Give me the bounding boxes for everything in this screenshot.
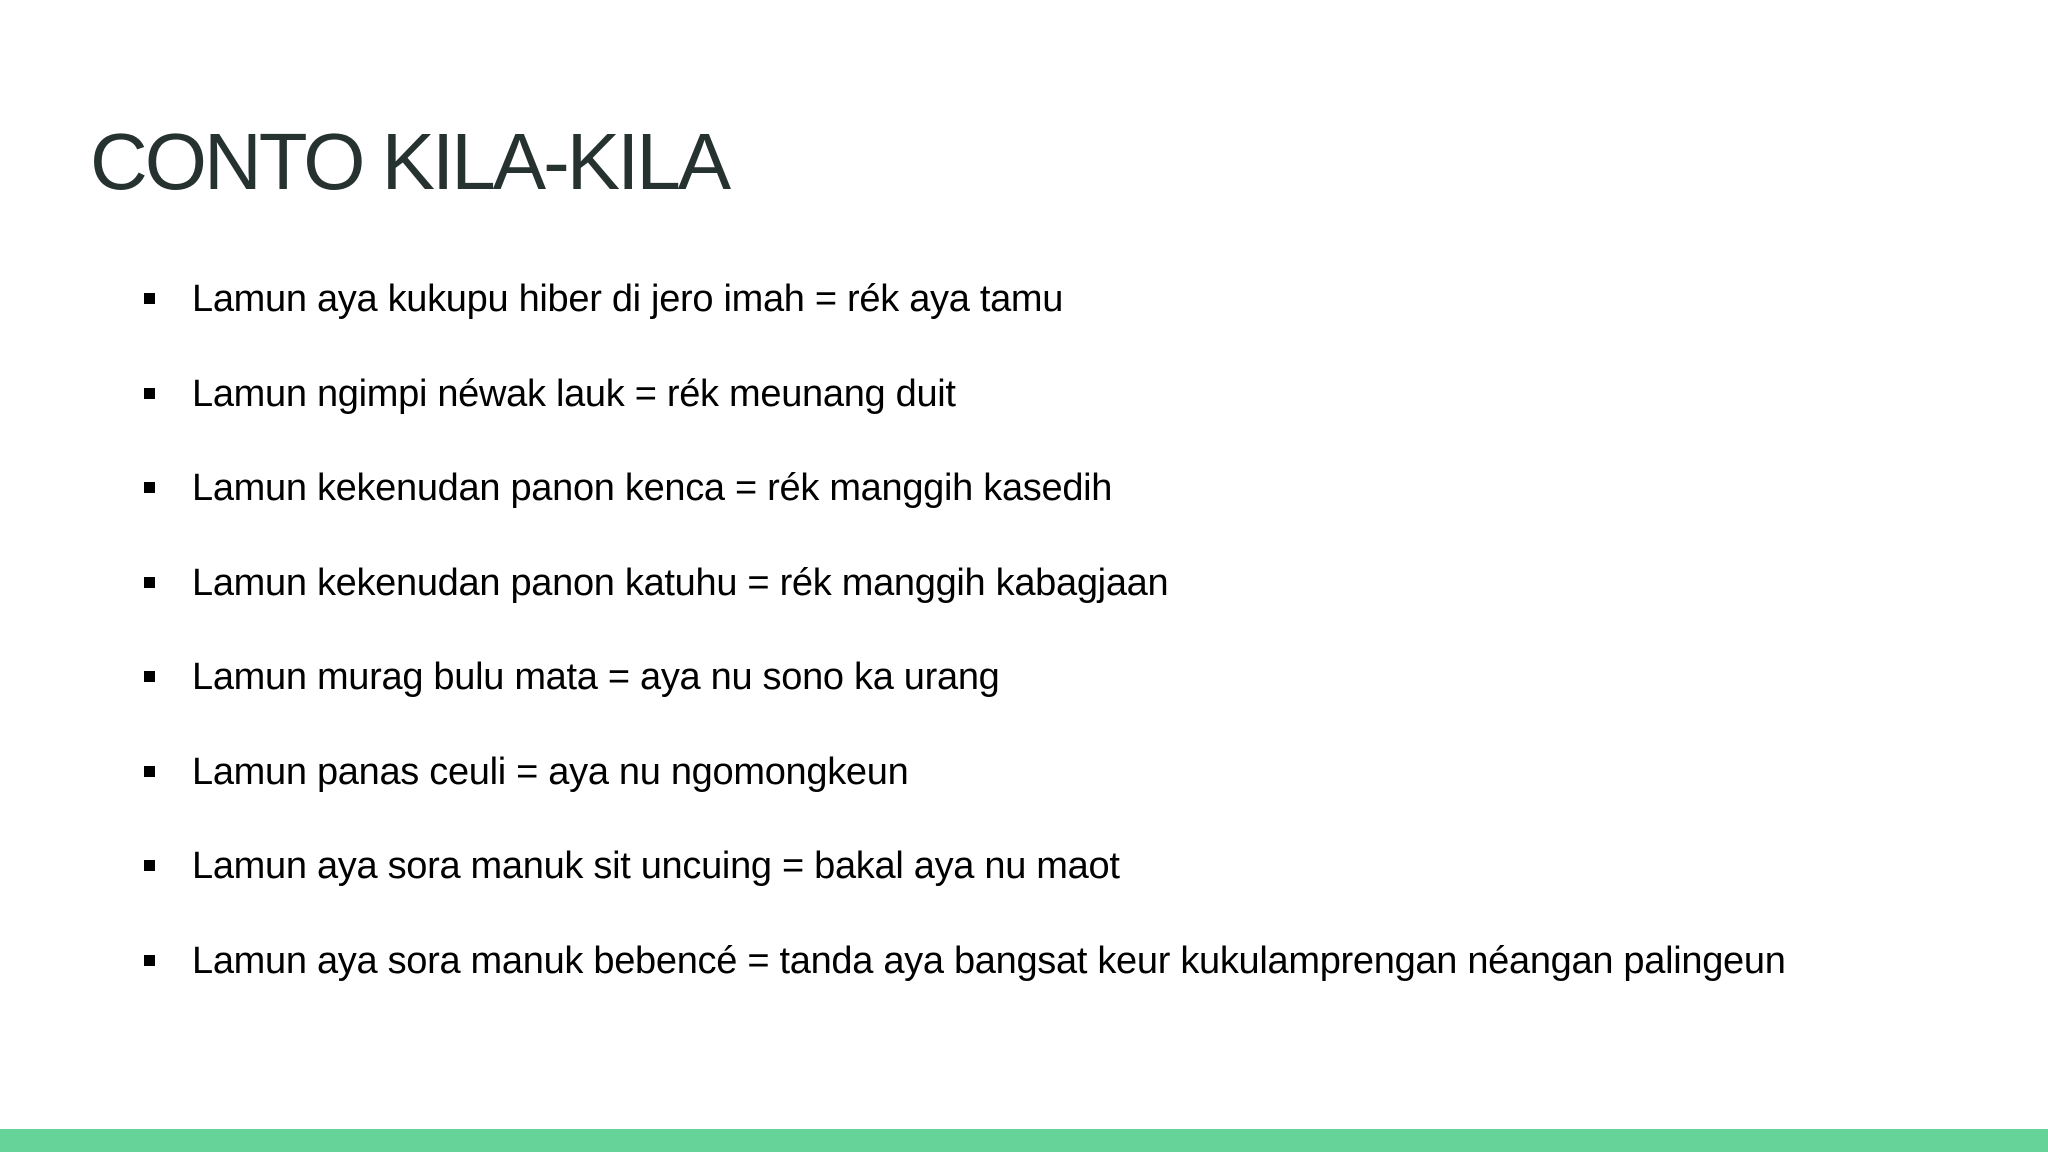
- square-bullet-icon: [144, 766, 155, 777]
- list-item-text: Lamun aya sora manuk sit uncuing = bakal aya nu maot: [192, 845, 1120, 887]
- list-item-text: Lamun aya sora manuk bebencé = tanda aya bangsat keur kukulamprengan néangan palingeun: [192, 939, 1786, 982]
- list-item: [144, 367, 2004, 462]
- list-item-text: Lamun kekenudan panon kenca = rék manggih kasedih: [192, 467, 1113, 509]
- square-bullet-icon: [144, 388, 155, 399]
- list-item-text: Lamun panas ceuli = aya nu ngomongkeun: [192, 750, 909, 793]
- list-item-text: Lamun kekenudan panon katuhu = rék manggih kabagjaan: [192, 561, 1169, 604]
- square-bullet-icon: [144, 577, 155, 588]
- list-item: [144, 934, 2004, 1029]
- slide-title: CONTO KILA-KILA: [90, 117, 729, 206]
- square-bullet-icon: [144, 671, 155, 682]
- square-bullet-icon: [144, 482, 155, 493]
- list-item: [144, 461, 2004, 556]
- bullet-list: [144, 272, 2004, 1028]
- list-item: [144, 839, 2004, 934]
- bottom-accent-bar: [0, 1129, 2048, 1152]
- square-bullet-icon: [144, 293, 155, 304]
- list-item: [144, 650, 2004, 745]
- list-item: [144, 745, 2004, 840]
- list-item: [144, 272, 2004, 367]
- list-item-text: Lamun aya kukupu hiber di jero imah = rék aya tamu: [192, 278, 1064, 320]
- list-item: [144, 556, 2004, 651]
- list-item-text: Lamun murag bulu mata = aya nu sono ka urang: [192, 656, 1000, 698]
- square-bullet-icon: [144, 955, 155, 966]
- list-item-text: Lamun ngimpi néwak lauk = rék meunang duit: [192, 372, 956, 415]
- square-bullet-icon: [144, 860, 155, 871]
